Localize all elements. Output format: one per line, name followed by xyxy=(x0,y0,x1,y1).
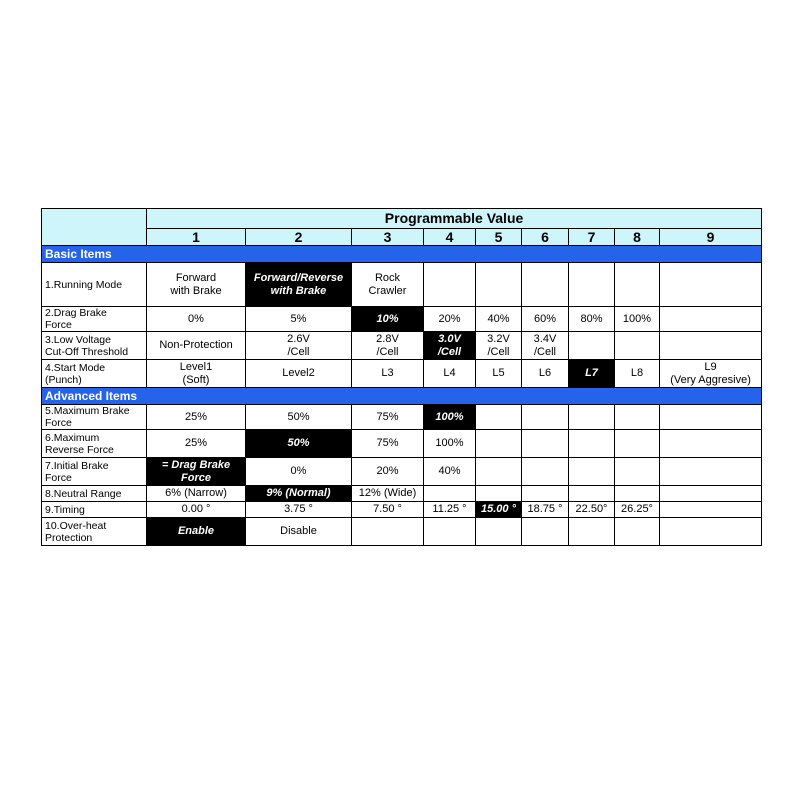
selected-value-cell: = Drag Brake Force xyxy=(147,458,246,486)
value-cell xyxy=(615,263,660,307)
value-cell xyxy=(522,518,569,546)
column-number-8: 8 xyxy=(615,229,660,246)
section-header: Advanced Items xyxy=(42,388,762,405)
value-cell: 18.75 ° xyxy=(522,502,569,518)
value-cell xyxy=(660,458,762,486)
value-cell: 25% xyxy=(147,430,246,458)
value-cell: L9 (Very Aggresive) xyxy=(660,360,762,388)
table-row xyxy=(42,430,762,458)
value-cell: 40% xyxy=(476,307,522,332)
value-cell: L4 xyxy=(424,360,476,388)
value-cell xyxy=(660,502,762,518)
value-cell xyxy=(352,518,424,546)
value-cell xyxy=(476,430,522,458)
value-cell xyxy=(660,430,762,458)
value-cell xyxy=(615,332,660,360)
row-label: 7.Initial Brake Force xyxy=(42,458,147,486)
table-row xyxy=(42,360,762,388)
programmable-value-table xyxy=(41,208,762,546)
value-cell xyxy=(615,486,660,502)
section-header: Basic Items xyxy=(42,246,762,263)
selected-value-cell: 50% xyxy=(246,430,352,458)
value-cell xyxy=(476,405,522,430)
header-title: Programmable Value xyxy=(147,209,762,229)
value-cell xyxy=(615,518,660,546)
value-cell: 40% xyxy=(424,458,476,486)
value-cell xyxy=(569,405,615,430)
column-number-9: 9 xyxy=(660,229,762,246)
selected-value-cell: 15.00 ° xyxy=(476,502,522,518)
value-cell: 3.2V /Cell xyxy=(476,332,522,360)
value-cell xyxy=(569,263,615,307)
value-cell xyxy=(476,263,522,307)
column-number-2: 2 xyxy=(246,229,352,246)
value-cell xyxy=(424,263,476,307)
value-cell: 80% xyxy=(569,307,615,332)
value-cell: 2.6V /Cell xyxy=(246,332,352,360)
row-label: 6.Maximum Reverse Force xyxy=(42,430,147,458)
value-cell: 2.8V /Cell xyxy=(352,332,424,360)
column-number-3: 3 xyxy=(352,229,424,246)
value-cell xyxy=(615,458,660,486)
value-cell xyxy=(522,486,569,502)
value-cell: 7.50 ° xyxy=(352,502,424,518)
value-cell: Level2 xyxy=(246,360,352,388)
column-number-5: 5 xyxy=(476,229,522,246)
value-cell: Rock Crawler xyxy=(352,263,424,307)
value-cell: Level1 (Soft) xyxy=(147,360,246,388)
row-label: 4.Start Mode (Punch) xyxy=(42,360,147,388)
value-cell: 50% xyxy=(246,405,352,430)
row-label: 8.Neutral Range xyxy=(42,486,147,502)
value-cell: 75% xyxy=(352,405,424,430)
table-row xyxy=(42,518,762,546)
row-label: 5.Maximum Brake Force xyxy=(42,405,147,430)
value-cell: L6 xyxy=(522,360,569,388)
value-cell xyxy=(424,486,476,502)
selected-value-cell: L7 xyxy=(569,360,615,388)
value-cell xyxy=(476,486,522,502)
table-row xyxy=(42,458,762,486)
value-cell: 22.50° xyxy=(569,502,615,518)
value-cell xyxy=(476,518,522,546)
value-cell: 0% xyxy=(246,458,352,486)
value-cell: L8 xyxy=(615,360,660,388)
selected-value-cell: 100% xyxy=(424,405,476,430)
value-cell: 20% xyxy=(352,458,424,486)
value-cell xyxy=(569,332,615,360)
value-cell: 75% xyxy=(352,430,424,458)
column-number-6: 6 xyxy=(522,229,569,246)
column-number-7: 7 xyxy=(569,229,615,246)
value-cell: 60% xyxy=(522,307,569,332)
value-cell: 12% (Wide) xyxy=(352,486,424,502)
value-cell xyxy=(522,405,569,430)
selected-value-cell: Forward/Reverse with Brake xyxy=(246,263,352,307)
value-cell xyxy=(615,405,660,430)
value-cell xyxy=(569,458,615,486)
selected-value-cell: 3.0V /Cell xyxy=(424,332,476,360)
row-label: 3.Low Voltage Cut-Off Threshold xyxy=(42,332,147,360)
value-cell: 5% xyxy=(246,307,352,332)
value-cell: L5 xyxy=(476,360,522,388)
value-cell xyxy=(660,332,762,360)
value-cell xyxy=(660,405,762,430)
value-cell: 6% (Narrow) xyxy=(147,486,246,502)
table-row xyxy=(42,307,762,332)
value-cell: 0% xyxy=(147,307,246,332)
value-cell xyxy=(476,458,522,486)
value-cell: Forward with Brake xyxy=(147,263,246,307)
table-row xyxy=(42,486,762,502)
value-cell xyxy=(569,430,615,458)
header-corner xyxy=(42,209,147,246)
selected-value-cell: 9% (Normal) xyxy=(246,486,352,502)
value-cell xyxy=(522,263,569,307)
value-cell: 25% xyxy=(147,405,246,430)
value-cell: 100% xyxy=(424,430,476,458)
value-cell xyxy=(660,486,762,502)
value-cell: 3.75 ° xyxy=(246,502,352,518)
value-cell: 20% xyxy=(424,307,476,332)
value-cell xyxy=(615,430,660,458)
value-cell xyxy=(522,458,569,486)
table-row xyxy=(42,332,762,360)
row-label: 1.Running Mode xyxy=(42,263,147,307)
value-cell xyxy=(660,518,762,546)
value-cell: Non-Protection xyxy=(147,332,246,360)
value-cell xyxy=(424,518,476,546)
value-cell: L3 xyxy=(352,360,424,388)
row-label: 9.Timing xyxy=(42,502,147,518)
table-row xyxy=(42,263,762,307)
column-number-1: 1 xyxy=(147,229,246,246)
value-cell xyxy=(660,263,762,307)
value-cell xyxy=(569,486,615,502)
value-cell: 100% xyxy=(615,307,660,332)
column-number-4: 4 xyxy=(424,229,476,246)
value-cell: 3.4V /Cell xyxy=(522,332,569,360)
value-cell: 11.25 ° xyxy=(424,502,476,518)
value-cell xyxy=(522,430,569,458)
table-row xyxy=(42,405,762,430)
value-cell: 0.00 ° xyxy=(147,502,246,518)
table-row xyxy=(42,502,762,518)
value-cell: 26.25° xyxy=(615,502,660,518)
value-cell xyxy=(569,518,615,546)
selected-value-cell: Enable xyxy=(147,518,246,546)
value-cell: Disable xyxy=(246,518,352,546)
row-label: 2.Drag Brake Force xyxy=(42,307,147,332)
selected-value-cell: 10% xyxy=(352,307,424,332)
row-label: 10.Over-heat Protection xyxy=(42,518,147,546)
value-cell xyxy=(660,307,762,332)
